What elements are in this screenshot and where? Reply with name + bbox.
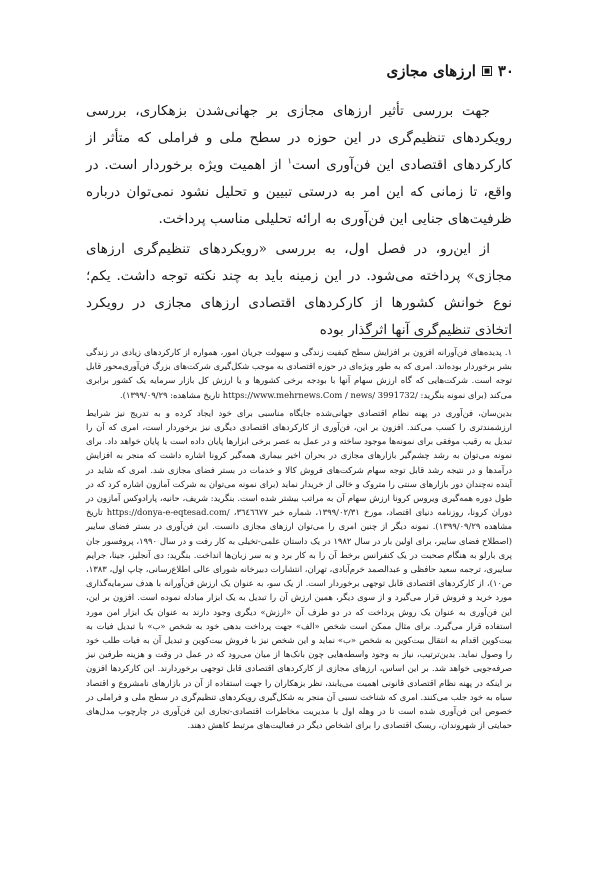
body-paragraph-1-part-1: جهت بررسی تأثیر ارزهای مجازی بر جهانی‌شدن بزهکاری، بررسی رویکردهای تنظیم‌گری در این حوزه در سطح ملی و فراملی که متأثر از کارکردهای اقتصادی این فن‌آوری است <box>86 103 512 173</box>
chapter-title: ارزهای مجازی <box>386 62 476 80</box>
running-header <box>387 62 515 80</box>
footnote-paragraph-2 <box>86 406 512 733</box>
footnote-2-text-part-1: بدین‌سان، فن‌آوری در پهنه نظام اقتصادی جهانی‌شده جایگاه مناسبی برای خود ایجاد کرده و به تدریج نیز شرایط ارزشمندتری را کسب می‌کند. افزون بر این، فن‌آوری از کارکردهای اقتصادی دیگری نیز برخوردار است، امری که آن را تبدیل به رقیب موفقی برای نمونه‌ها موجود ساخته و در عمل به عصر برخی ابزارها پایان داده است یا پایان خواهد داد. برای نمونه می‌توان به رشد چشم‌گیر بازارهای مجازی در بحران اخیر بیماری همه‌گیر کرونا اشاره داشت که منجر به افزایش درآمدها و در نتیجه رشد قابل توجه سهام شرکت‌های فروش کالا و خدمات در بستر فضای مجازی شد. امری که شاید در آینده نه‌چندان دور بازارهای سنتی را متروک و خالی از خریدار نماید (برای نمونه می‌توان به شرکت آمازون اشاره کرد که در طول دوره همه‌گیری ویروس کرونا ارزش سهام آن به مراتب بیشتر شده است. بنگرید: شریف، حانیه، پارادوکس آمازون در دوران کرونا، روزنامه دنیای اقتصاد، مورخ ۱۳۹۹/۰۲/۳۱، شماره خبر ۳٦٤٦٦٧٧، <box>86 407 513 518</box>
footnote-reference-mark: ۱ <box>287 156 292 166</box>
body-paragraph-1 <box>86 98 512 233</box>
footnote-paragraph-1 <box>86 345 512 402</box>
footnote-2-text-part-2: تاریخ مشاهده ۱۳۹۹/۰۹/۲۹). نمونه دیگر از چنین امری را می‌توان ارزهای مجازی دانست. این فن‌آوری در بستر فضای سایبر (اصطلاح فضای سایبر، برای اولین بار در سال ۱۹۸۲ در یک داستان علمی-تخیلی به کار رفت و در سال ۱۹۹۰، پروفسور جان پری بارلو به هنگام صحبت در یک کنفرانس برخط آن را به کار برد و به سر زبان‌ها انداخت. بنگرید: دی آنجلیز، جینا، جرایم سایبری، ترجمه سعید حافظی و عبدالصمد خرم‌آبادی، تهران، انتشارات دبیرخانه شورای عالی اطلاع‌رسانی، چاپ اول، ۱۳۸۳، ص۱۰)، از کارکردهای اقتصادی قابل توجهی برخوردار است. از یک سو، به عنوان یک ارزش فن‌آورانه با هدف سرمایه‌گذاری مورد خرید و فروش قرار می‌گیرد و از سوی دیگر، همین ارزش آن را تبدیل به یک ابزار مبادله نموده است. افزون بر این، این فن‌آوری به عنوان یک روش پرداخت که در دو طرف آن «ارزش» دیگری وجود دارند به عنوان یک ابزار امن مورد استفاده قرار می‌گیرد. برای مثال ممکن است شخص «الف» جهت پرداخت بدهی خود به شخص «ب» با تبدیل فیات به بیت‌کوین اقدام به انتقال بیت‌کوین به شخص «ب» نماید و این شخص نیز با فروش بیت‌کوین و تبدیل آن به فیات طلب خود را وصول نماید. بدین‌ترتیب، نیاز به وجود واسطه‌هایی چون بانک‌ها از میان می‌رود که در عمل در وقت و هزینه طرفین نیز صرفه‌جویی خواهد شد. بر این اساس، ارزهای مجازی از کارکردهای اقتصادی قابل توجهی برخوردارند. این کارکردها افزون بر اینکه در پهنه نظام اقتصادی قانونی اهمیت می‌یابند، نظر بزهکاران را جهت استفاده از آن در بازارهای نامشروع و اقتصاد سیاه به خود جلب می‌کنند. امری که شناخت نسبی آن منجر به شکل‌گیری رویکردهای تنظیم‌گری در سطح ملی و فراملی در خصوص این فن‌آوری شده است تا در وهله اول با مدیریت مخاطرات اقتصادی-تجاری این فن‌آوری در چارچوب مدل‌های حمایتی از شهروندان، ریسک اقتصادی را برای اشخاص دیگر در فعالیت‌های مرتبط کاهش دهند. <box>86 507 512 731</box>
main-text <box>86 98 512 344</box>
footnote-1-text: ۱. پدیده‌های فن‌آورانه افزون بر افزایش سطح کیفیت زندگی و سهولت جریان امور، همواره از کارکردهای زیادی در زندگی بشر برخوردار بوده‌اند. امری که به طور ویژه‌ای در حوزه اقتصادی به موجب شکل‌گیری شرکت‌های بزرگ فن‌آوری‌محور قابل توجه است. شرکت‌هایی که گاه ارزش سهام آنها با بودجه برخی کشورها و یا ارزش کل بازار سرمایه یک کشور برابری می‌کند (برای نمونه بنگرید: <box>86 347 512 400</box>
footnote-1-date: تاریخ مشاهده: ۱۳۹۹/۰۹/۲۹). <box>119 389 221 400</box>
body-paragraph-1-part-2: از اهمیت ویژه برخوردار است. در واقع، تا زمانی که این امر به درستی تبیین و تحلیل نشود نمی‌توان درباره ظرفیت‌های جنایی این فن‌آوری به ارائه تحلیلی مناسب پرداخت. <box>86 157 512 227</box>
footnote-separator <box>362 338 512 339</box>
footnote-1-url: https://www.mehrnews.Com / news/ 3991732/ <box>222 389 418 400</box>
body-paragraph-2: از این‌رو، در فصل اول، به بررسی «رویکردهای تنظیم‌گری ارزهای مجازی» پرداخته می‌شود. در این زمینه باید به چند نکته توجه داشت. یکم؛ نوع خوانش کشورها از کارکردهای اقتصادی ارزهای مجازی در رویکرد اتخاذی تنظیم‌گری آنها اثرگذار بوده <box>86 241 512 338</box>
square-bullet-icon <box>482 66 492 76</box>
page-number: ۳۰ <box>497 62 514 80</box>
footnote-block <box>86 345 512 732</box>
footnote-2-url: https://donya-e-eqtesad.com/ <box>106 507 230 518</box>
